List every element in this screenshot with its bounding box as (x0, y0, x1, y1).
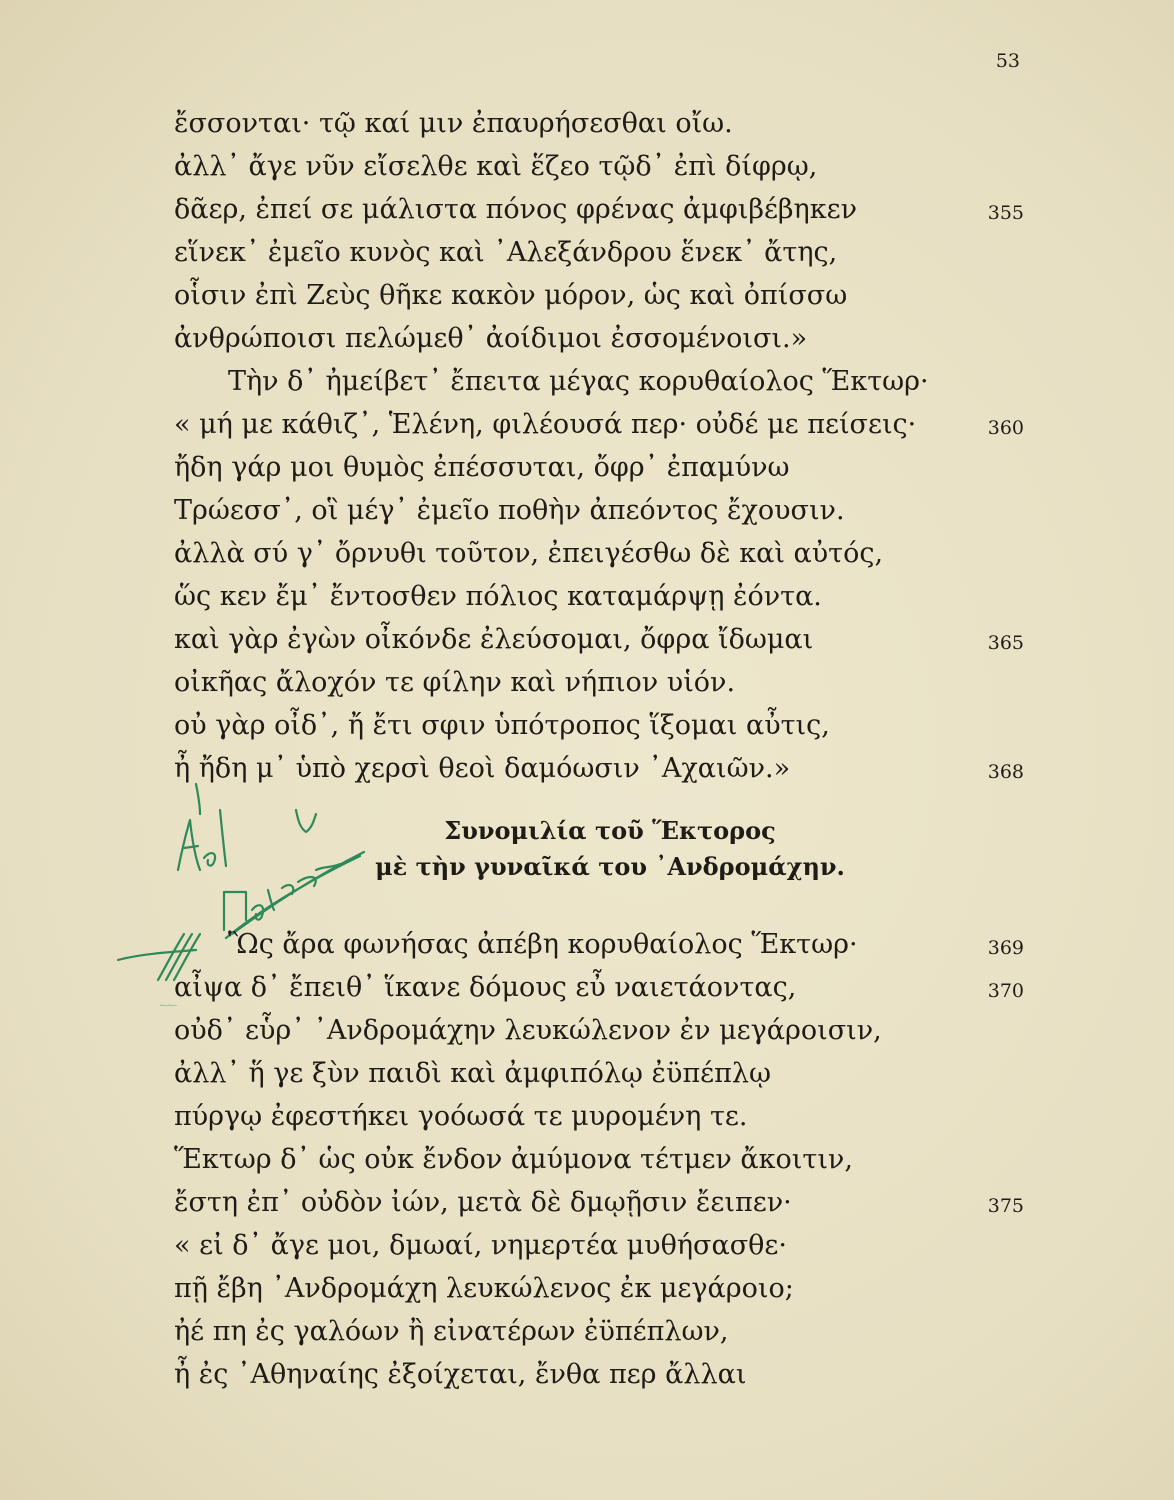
section-heading-line2: μὲ τὴν γυναῖκά του ᾽Ανδρομάχην. (375, 852, 845, 881)
section-heading-line1: Συνομιλία τοῦ Ἕκτορος (444, 816, 776, 845)
line-number: 360 (987, 417, 1024, 439)
verse-line: Ὣς ἄρα φωνήσας ἀπέβη κορυθαίολος Ἕκτωρ· (228, 929, 858, 960)
annotation-text: Μέσα ἡ Παίγνια (160, 1005, 177, 1007)
verse-line: ἦ ἐς ᾽Αθηναίης ἐξοίχεται, ἔνθα περ ἄλλαι (174, 1359, 747, 1390)
verse-line: ἀλλ᾽ ἥ γε ξὺν παιδὶ καὶ ἀμφιπόλῳ ἐϋπέπλῳ (174, 1058, 772, 1089)
verse-line: οἷσιν ἐπὶ Ζεὺς θῆκε κακὸν μόρον, ὡς καὶ ὀπίσσω (174, 280, 848, 311)
line-number: 365 (987, 632, 1024, 654)
line-number: 369 (987, 937, 1024, 959)
verse-line: ἀλλ᾽ ἄγε νῦν εἴσελθε καὶ ἕζεο τῷδ᾽ ἐπὶ δίφρῳ, (174, 151, 818, 182)
verse-line: ἔστη ἐπ᾽ οὐδὸν ἰών, μετὰ δὲ δμῳῇσιν ἔειπεν· (174, 1187, 792, 1218)
verse-line: Τρώεσσ᾽, οἳ μέγ᾽ ἐμεῖο ποθὴν ἀπεόντος ἔχουσιν. (174, 495, 845, 526)
verse-line: ἀλλὰ σύ γ᾽ ὄρνυθι τοῦτον, ἐπειγέσθω δὲ καὶ αὐτός, (174, 538, 884, 569)
verse-line: πῇ ἔβη ᾽Ανδρομάχη λευκώλενος ἐκ μεγάροιο; (174, 1273, 794, 1304)
verse-line: εἵνεκ᾽ ἐμεῖο κυνὸς καὶ ᾽Αλεξάνδρου ἕνεκ᾽ ἄτης, (174, 237, 838, 268)
verse-line: δᾶερ, ἐπεί σε μάλιστα πόνος φρένας ἀμφιβέβηκεν (174, 194, 857, 225)
verse-line: ἔσσονται· τῷ καί μιν ἐπαυρήσεσθαι οἴω. (174, 108, 733, 139)
verse-line: ἀνθρώποισι πελώμεθ᾽ ἀοίδιμοι ἐσσομένοισι.» (174, 323, 808, 354)
verse-line: Ἕκτωρ δ᾽ ὡς οὐκ ἔνδον ἀμύμονα τέτμεν ἄκοιτιν, (174, 1144, 853, 1175)
line-number: 370 (987, 980, 1024, 1002)
verse-line: οὐ γὰρ οἶδ᾽, ἤ ἔτι σφιν ὑπότροπος ἵξομαι αὖτις, (174, 710, 830, 741)
verse-line: Τὴν δ᾽ ἠμείβετ᾽ ἔπειτα μέγας κορυθαίολος Ἕκτωρ· (228, 366, 929, 397)
page-number: 53 (995, 50, 1020, 72)
verse-line: πύργῳ ἐφεστήκει γοόωσά τε μυρομένη τε. (174, 1101, 748, 1132)
verse-line: « εἰ δ᾽ ἄγε μοι, δμωαί, νημερτέα μυθήσασθε· (174, 1230, 787, 1261)
line-number: 355 (987, 202, 1024, 224)
verse-line: οἰκῆας ἄλοχόν τε φίλην καὶ νήπιον υἱόν. (174, 667, 736, 698)
verse-line: ἤδη γάρ μοι θυμὸς ἐπέσσυται, ὄφρ᾽ ἐπαμύνω (174, 452, 790, 483)
verse-line: οὐδ᾽ εὗρ᾽ ᾽Ανδρομάχην λευκώλενον ἐν μεγάροισιν, (174, 1015, 882, 1046)
line-number: 368 (987, 761, 1024, 783)
verse-line: « μή με κάθιζ᾽, Ἑλένη, φιλέουσά περ· οὐδέ με πείσεις· (174, 409, 917, 440)
verse-line: καὶ γὰρ ἐγὼν οἶκόνδε ἐλεύσομαι, ὄφρα ἴδωμαι (174, 624, 814, 655)
verse-line: αἶψα δ᾽ ἔπειθ᾽ ἵκανε δόμους εὖ ναιετάοντας, (174, 972, 797, 1003)
line-number: 375 (987, 1195, 1024, 1217)
verse-line: ἠέ πη ἐς γαλόων ἢ εἰνατέρων ἐϋπέπλων, (174, 1316, 729, 1347)
verse-line: ἦ ἤδη μ᾽ ὑπὸ χερσὶ θεοὶ δαμόωσιν ᾽Αχαιῶν.» (174, 753, 791, 784)
verse-line: ὥς κεν ἔμ᾽ ἔντοσθεν πόλιος καταμάρψῃ ἐόντα. (174, 581, 822, 612)
